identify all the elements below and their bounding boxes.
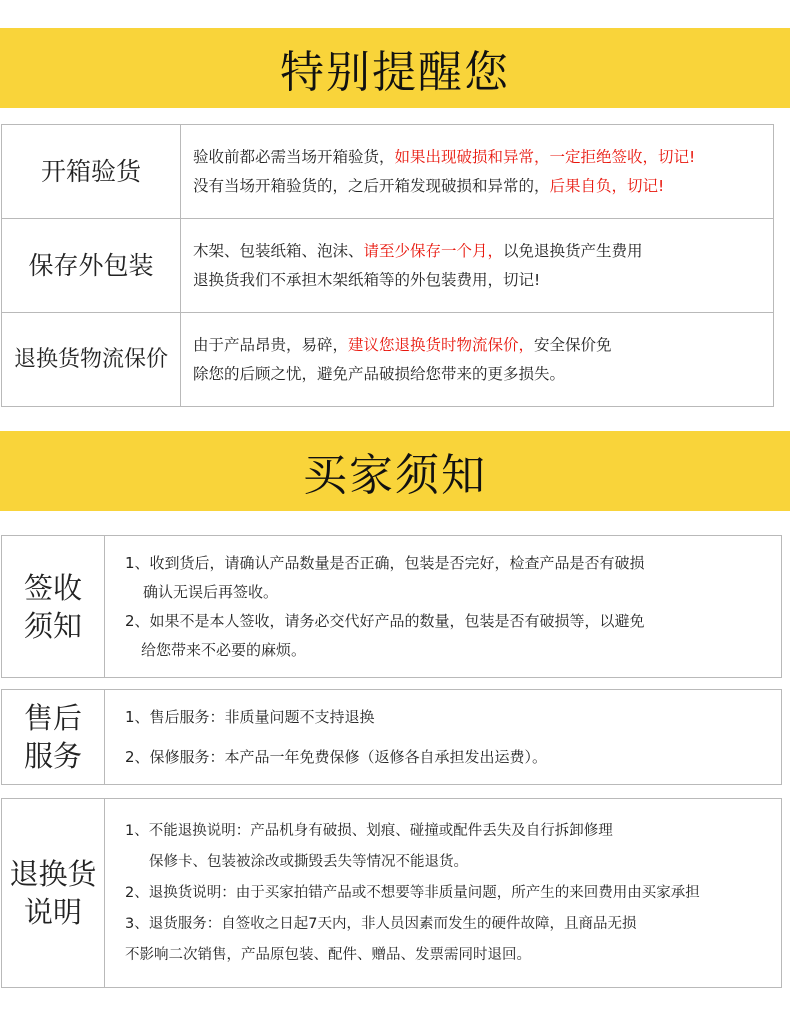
- aftersale-box: [1, 689, 782, 785]
- text-line: 给您带来不必要的麻烦。: [141, 640, 307, 659]
- text-normal: 木架、包装纸箱、泡沫、: [193, 241, 364, 260]
- table-row: [2, 536, 781, 677]
- text-normal: 由于产品昂贵，易碎，: [193, 335, 349, 354]
- text-line: 1、不能退换说明：产品机身有破损、划痕、碰撞或配件丢失及自行拆卸修理: [125, 822, 613, 839]
- text-line: 确认无误后再签收。: [143, 582, 279, 601]
- label-line: 须知: [23, 608, 82, 643]
- text-normal: 安全保价免: [534, 335, 612, 354]
- text-line: 保修卡、包装被涂改或撕毁丢失等情况不能退货。: [149, 853, 468, 870]
- text-line: [193, 172, 695, 201]
- text-line: 不影响二次销售，产品原包装、配件、赠品、发票需同时退回。: [125, 946, 531, 963]
- aftersale-label: [2, 690, 105, 784]
- text-normal: 验收前都必需当场开箱验货，: [193, 147, 395, 166]
- text-line: 2、退换货说明：由于买家拍错产品或不想要等非质量问题，所产生的来回费用由买家承担: [125, 884, 700, 901]
- text-line: 2、保修服务：本产品一年免费保修（返修各自承担发出运费）。: [125, 748, 548, 766]
- text-line: [193, 266, 643, 295]
- table-row: [2, 219, 773, 313]
- banner-reminder: [0, 28, 790, 108]
- text-line: [193, 143, 695, 172]
- label-line: 签收: [23, 570, 82, 605]
- text-highlight: 请至少保存一个月，: [363, 241, 504, 260]
- returns-box: [1, 798, 782, 988]
- text-line: 2、如果不是本人签收，请务必交代好产品的数量，包装是否有破损等，以避免: [125, 611, 645, 630]
- row-content-inspect: [181, 125, 695, 218]
- label-line: 售后: [23, 701, 82, 735]
- text-line: [193, 237, 643, 266]
- text-line: [193, 331, 612, 360]
- row-content-packaging: [181, 219, 643, 312]
- returns-content: [105, 799, 700, 987]
- text-line: 1、售后服务：非质量问题不支持退换: [125, 708, 375, 726]
- label-line: 退换货: [9, 857, 97, 891]
- text-normal: 以免退换货产生费用: [503, 241, 643, 260]
- text-line: 3、退货服务：自签收之日起7天内，非人员因素而发生的硬件故障，且商品无损: [125, 915, 637, 932]
- text-line: [193, 360, 612, 389]
- sign-notice-box: [1, 535, 782, 678]
- banner-buyer-notice: [0, 431, 790, 511]
- text-normal: 退换货我们不承担木架纸箱等的外包装费用，切记!: [193, 270, 541, 289]
- returns-label: [2, 799, 105, 987]
- table-row: [2, 313, 773, 406]
- text-normal: 没有当场开箱验货的，之后开箱发现破损和异常的，: [193, 176, 550, 195]
- sign-notice-content: [105, 536, 645, 677]
- table-row: [2, 690, 781, 784]
- reminder-table: [1, 124, 774, 407]
- text-normal: 除您的后顾之忧，避免产品破损给您带来的更多损失。: [193, 364, 566, 383]
- text-highlight: 如果出现破损和异常，一定拒绝签收，切记!: [394, 147, 696, 166]
- table-row: [2, 125, 773, 219]
- row-label-packaging: 保存外包装: [2, 219, 181, 312]
- table-row: [2, 799, 781, 987]
- text-highlight: 后果自负，切记!: [549, 176, 665, 195]
- aftersale-content: [105, 690, 547, 784]
- label-line: 说明: [23, 895, 82, 929]
- sign-notice-label: [2, 536, 105, 677]
- text-highlight: 建议您退换货时物流保价，: [348, 335, 535, 354]
- row-label-inspect: 开箱验货: [2, 125, 181, 218]
- row-label-insurance: 退换货物流保价: [2, 313, 181, 406]
- label-line: 服务: [23, 739, 82, 773]
- text-line: 1、收到货后，请确认产品数量是否正确，包装是否完好，检查产品是否有破损: [125, 553, 645, 572]
- row-content-insurance: [181, 313, 612, 406]
- section-title-buyer-notice: 买家须知: [303, 450, 487, 501]
- section-title-reminder: 特别提醒您: [280, 47, 510, 98]
